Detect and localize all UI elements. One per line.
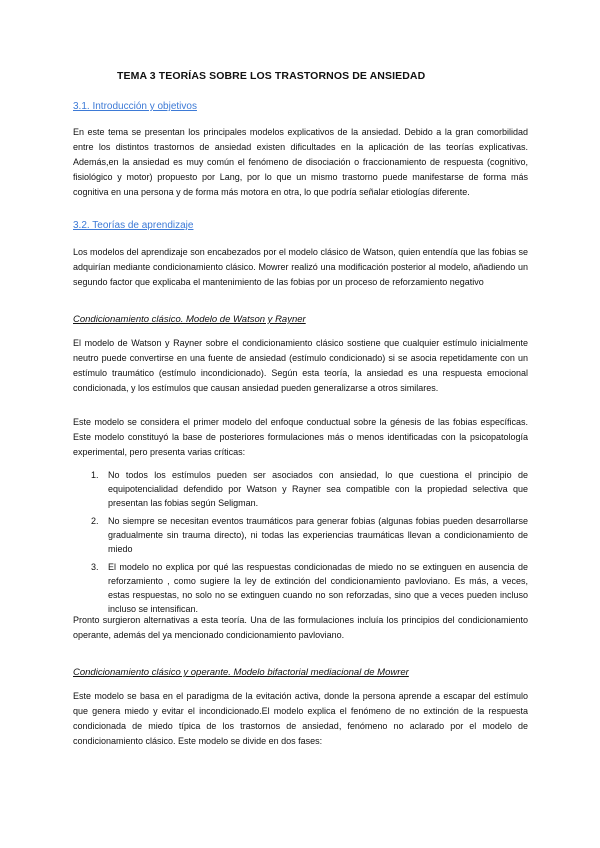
list-item-text: No todos los estímulos pueden ser asociados con ansiedad, lo que cuestiona el principio de equipotencialidad defendido por Watson y Rayner sea compatible con la propiedad selectiva que presentan las fobias según Seligman. bbox=[108, 470, 528, 508]
list-item-text: El modelo no explica por qué las respuestas condicionadas de miedo no se extinguen en ausencia de reforzamiento , como sugiere la ley de extinción del condicionamiento pavloviano. Es más, a veces, estas respuestas, no solo no se extinguen cuando no son reforzadas, sino que a veces pueden incluso incluso se intensifican. bbox=[108, 562, 528, 614]
paragraph-behavioral-approach: Este modelo se considera el primer modelo del enfoque conductual sobre la génesis de las fobias específicas. Este modelo constituyó la base de posteriores formulaciones más o menos identificadas con la psicopatología experimental, pero presenta varias críticas: bbox=[73, 417, 528, 457]
subheading-watson-rayner: Condicionamiento clásico. Modelo de Watson y Rayner bbox=[73, 314, 306, 325]
list-item-text: No siempre se necesitan eventos traumáticos para generar fobias (algunas fobias pueden desarrollarse gradualmente sin trauma directo), ni todas las experiencias traumáticas llevan a condicionamiento de miedo bbox=[108, 516, 528, 554]
list-item bbox=[73, 468, 528, 510]
list-item-number: 3. bbox=[91, 562, 99, 572]
subheading-mowrer: Condicionamiento clásico y operante. Modelo bifactorial mediacional de Mowrer bbox=[73, 667, 409, 678]
section-heading-learning-theories: 3.2. Teorías de aprendizaje bbox=[73, 220, 194, 231]
criticisms-list bbox=[73, 468, 528, 616]
list-item bbox=[73, 514, 528, 556]
paragraph-mowrer: Este modelo se basa en el paradigma de la evitación activa, donde la persona aprende a escapar del estímulo que genera miedo y evitar el incondicionado.El modelo explica el fenómeno de no extinción de la respuesta condicionada de miedo típica de los trastornos de ansiedad, fenómeno no aclarado por el modelo de condicionamiento clásico. Este modelo se divide en dos fases: bbox=[73, 691, 528, 746]
paragraph-learning-models: Los modelos del aprendizaje son encabezados por el modelo clásico de Watson, quien entendía que las fobias se adquirían mediante condicionamiento clásico. Mowrer realizó una modificación posterior al modelo, añadiendo un segundo factor que explicaba el mantenimiento de las fobias por un proceso de reforzamiento negativo bbox=[73, 247, 528, 287]
list-item-number: 1. bbox=[91, 470, 99, 480]
list-item-number: 2. bbox=[91, 516, 99, 526]
paragraph-alternatives: Pronto surgieron alternativas a esta teoría. Una de las formulaciones incluía los principios del condicionamiento operante, además del ya mencionado condicionamiento pavloviano. bbox=[73, 615, 528, 640]
paragraph-watson-rayner: El modelo de Watson y Rayner sobre el condicionamiento clásico sostiene que cualquier estímulo inicialmente neutro puede convertirse en una fuente de ansiedad (estímulo condicionado) si se asocia repetidamente con un estímulo traumático (estímulo incondicionado). Según esta teoría, la ansiedad es una respuesta emocional condicionada, y los estímulos que causan ansiedad pueden generalizarse a otros similares. bbox=[73, 338, 528, 393]
section-heading-introduction: 3.1. Introducción y objetivos bbox=[73, 101, 197, 112]
paragraph-introduction: En este tema se presentan los principales modelos explicativos de la ansiedad. Debido a la gran comorbilidad entre los distintos trastornos de ansiedad existen dificultades en la aplicación de las teorías explicativas. Además,en la ansiedad es muy común el fenómeno de disociación o fraccionamiento de respuesta (cognitivo, fisiológico y motor) propuesto por Lang, por lo que un mismo trastorno puede manifestarse de forma más cognitiva en una persona y de forma más motora en otra, lo que podría señalar etiologías diferente. bbox=[73, 127, 528, 197]
page-title: TEMA 3 TEORÍAS SOBRE LOS TRASTORNOS DE ANSIEDAD bbox=[117, 70, 426, 82]
list-item bbox=[73, 560, 528, 616]
